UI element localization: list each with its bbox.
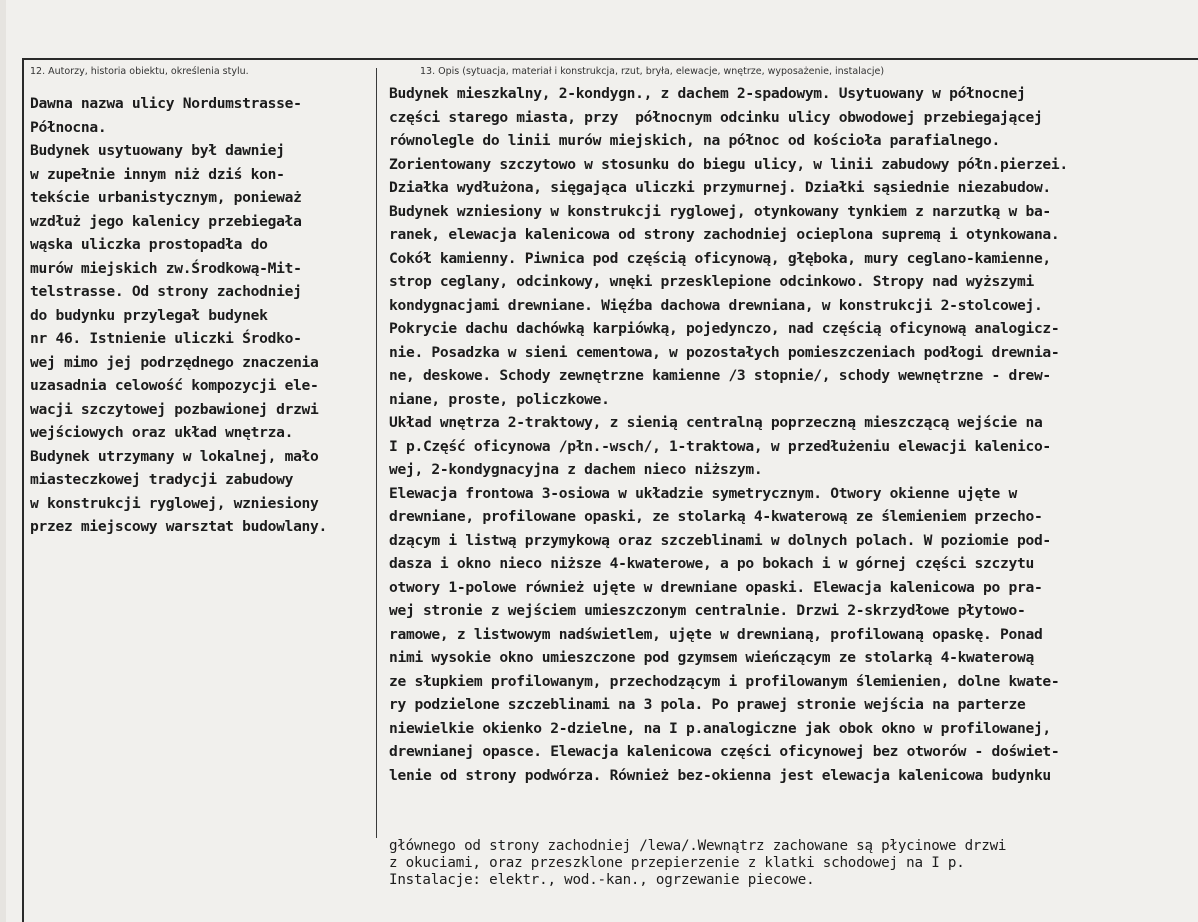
left-line: tekście urbanistycznym, ponieważ <box>30 189 302 206</box>
right-line: Budynek mieszkalny, 2-kondygn., z dachem 2-spadowym. Usytuowany w północnej <box>389 85 1026 102</box>
left-line: telstrasse. Od strony zachodniej <box>30 283 302 300</box>
right-line: Układ wnętrza 2-traktowy, z sienią centralną poprzeczną mieszczącą wejście na <box>389 414 1043 431</box>
left-line: nr 46. Istnienie uliczki Środko- <box>30 330 302 347</box>
left-line: wej mimo jej podrzędnego znaczenia <box>30 353 319 371</box>
right-line: I p.Część oficynowa /płn.-wsch/, 1-traktowa, w przedłużeniu elewacji kalenico- <box>389 437 1051 455</box>
right-line: niewielkie okienko 2-dzielne, na I p.analogiczne jak obok okno w profilowanej, <box>389 719 1051 737</box>
tail-text <box>389 838 1198 889</box>
frame-left-rule <box>22 58 24 922</box>
left-line: uzasadnia celowość kompozycji ele- <box>30 377 319 394</box>
left-line: wejściowych oraz układ wnętrza. <box>30 424 294 441</box>
header-left: 12. Autorzy, historia obiektu, określenia stylu. <box>30 66 249 77</box>
right-line: niane, proste, policzkowe. <box>389 390 610 408</box>
right-line: drewniane, profilowane opaski, ze stolarką 4-kwaterową ze ślemieniem przecho- <box>389 508 1043 525</box>
column-divider <box>376 68 377 838</box>
left-line: do budynku przylegał budynek <box>30 306 268 324</box>
left-line: w konstrukcji ryglowej, wzniesiony <box>30 494 319 512</box>
left-line: w zupełnie innym niż dziś kon- <box>30 165 285 183</box>
left-column-text <box>30 92 370 539</box>
header-right: 13. Opis (sytuacja, materiał i konstrukcja, rzut, bryła, elewacje, wnętrze, wyposażenie, instalacje) <box>420 66 885 77</box>
right-line: kondygnacjami drewniane. Więźba dachowa drewniana, w konstrukcji 2-stolcowej. <box>389 296 1043 314</box>
tail-line: z okuciami, oraz przeszklone przepierzenie z klatki schodowej na I p. <box>389 855 965 871</box>
right-line: Zorientowany szczytowo w stosunku do biegu ulicy, w linii zabudowy półn.pierzei. <box>389 155 1068 173</box>
right-line: Działka wydłużona, sięgająca uliczki przymurnej. Działki sąsiednie niezabudow. <box>389 179 1051 196</box>
right-line: Cokół kamienny. Piwnica pod częścią oficynową, głęboka, mury ceglano-kamienne, <box>389 249 1051 267</box>
right-line: równolegle do linii murów miejskich, na północ od kościoła parafialnego. <box>389 132 1001 149</box>
left-line: wzdłuż jego kalenicy przebiegała <box>30 212 302 230</box>
right-line: nie. Posadzka w sieni cementowa, w pozostałych pomieszczeniach podłogi drewnia- <box>389 343 1060 361</box>
right-line: nimi wysokie okno umieszczone pod gzymsem wieńczącym ze stolarką 4-kwaterową <box>389 649 1034 666</box>
right-line: Elewacja frontowa 3-osiowa w układzie symetrycznym. Otwory okienne ujęte w <box>389 484 1017 502</box>
tail-line: Instalacje: elektr., wod.-kan., ogrzewanie piecowe. <box>389 872 815 888</box>
right-line: lenie od strony podwórza. Również bez-okienna jest elewacja kalenicowa budynku <box>389 766 1051 784</box>
right-line: Budynek wzniesiony w konstrukcji ryglowej, otynkowany tynkiem z narzutką w ba- <box>389 202 1051 220</box>
left-line: Północna. <box>30 118 107 136</box>
left-line: wąska uliczka prostopadła do <box>30 236 268 253</box>
right-column-text <box>389 82 1198 787</box>
right-line: drewnianej opasce. Elewacja kalenicowa części oficynowej bez otworów - doświet- <box>389 743 1060 760</box>
right-line: dzącym i listwą przymykową oraz szczeblinami w dolnych polach. W poziomie pod- <box>389 531 1051 549</box>
left-line: przez miejscowy warsztat budowlany. <box>30 518 328 535</box>
left-line: murów miejskich zw.Środkową-Mit- <box>30 259 302 277</box>
left-line: Budynek usytuowany był dawniej <box>30 142 285 159</box>
right-line: części starego miasta, przy północnym odcinku ulicy obwodowej przebiegającej <box>389 108 1043 126</box>
right-line: strop ceglany, odcinkowy, wnęki przesklepione odcinkowo. Stropy nad wyższymi <box>389 273 1034 290</box>
frame-top-rule <box>22 58 1198 60</box>
right-line: wej, 2-kondygnacyjna z dachem nieco niższym. <box>389 461 763 478</box>
right-line: ranek, elewacja kalenicowa od strony zachodniej ocieplona supremą i otynkowana. <box>389 226 1060 243</box>
right-line: wej stronie z wejściem umieszczonym centralnie. Drzwi 2-skrzydłowe płytowo- <box>389 602 1026 619</box>
right-line: Pokrycie dachu dachówką karpiówką, pojedynczo, nad częścią oficynową analogicz- <box>389 320 1060 337</box>
right-line: ze słupkiem profilowanym, przechodzącym i profilowanym ślemienien, dolne kwate- <box>389 672 1060 690</box>
right-line: ry podzielone szczeblinami na 3 pola. Po prawej stronie wejścia na parterze <box>389 696 1026 713</box>
right-line: ne, deskowe. Schody zewnętrzne kamienne /3 stopnie/, schody wewnętrzne - drew- <box>389 367 1051 384</box>
left-line: Dawna nazwa ulicy Nordumstrasse- <box>30 95 302 112</box>
left-line: Budynek utrzymany w lokalnej, mało <box>30 447 319 465</box>
right-line: ramowe, z listwowym nadświetlem, ujęte w drewnianą, profilowaną opaskę. Ponad <box>389 625 1043 643</box>
tail-line: głównego od strony zachodniej /lewa/.Wewnątrz zachowane są płycinowe drzwi <box>389 838 1007 854</box>
left-line: wacji szczytowej pozbawionej drzwi <box>30 400 319 418</box>
right-line: otwory 1-polowe również ujęte w drewniane opaski. Elewacja kalenicowa po pra- <box>389 578 1043 596</box>
right-line: dasza i okno nieco niższe 4-kwaterowe, a po bokach i w górnej części szczytu <box>389 555 1034 572</box>
left-line: miasteczkowej tradycji zabudowy <box>30 471 294 488</box>
